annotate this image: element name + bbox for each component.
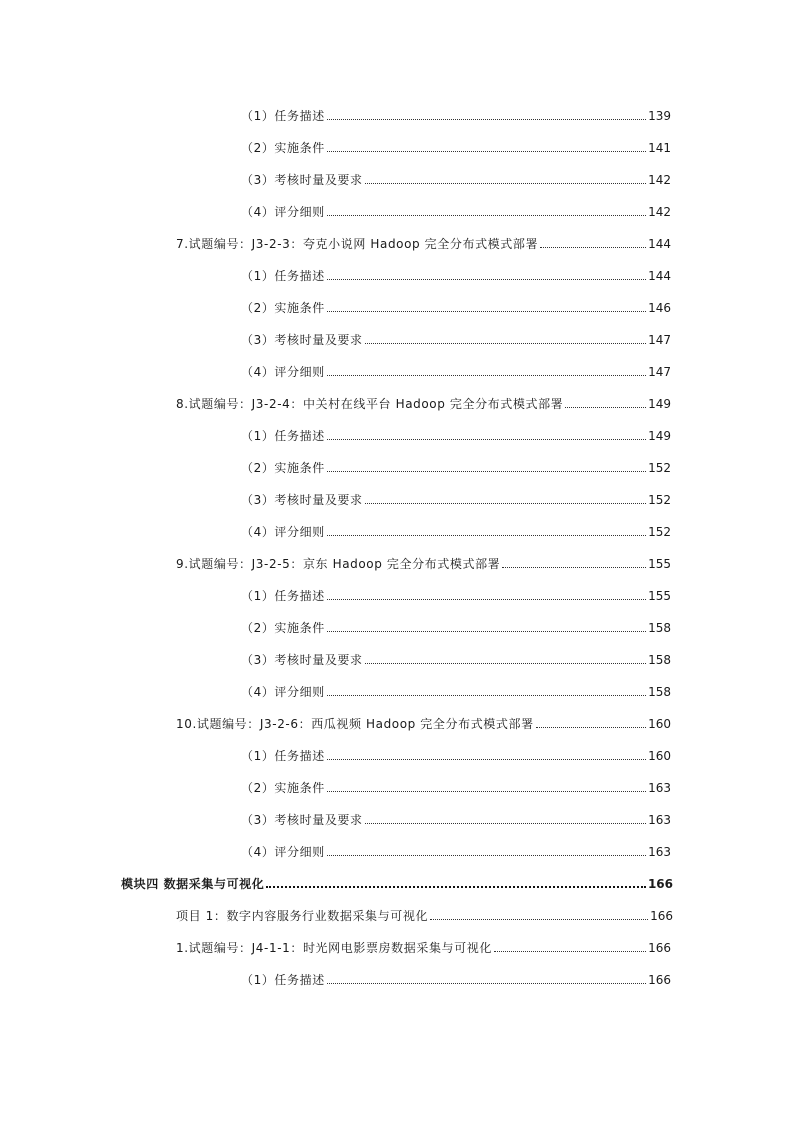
- toc-entry-section[interactable]: [241, 134, 671, 156]
- toc-entry-page-number: 152: [648, 461, 671, 475]
- toc-entry-page-number: 158: [648, 653, 671, 667]
- toc-entry-title: 模块四 数据采集与可视化: [121, 877, 265, 891]
- toc-entry-title: 项目 1：数字内容服务行业数据采集与可视化: [176, 909, 429, 923]
- toc-entry-page-number: 166: [650, 909, 673, 923]
- dot-leader: [365, 662, 646, 664]
- toc-entry-section[interactable]: [241, 198, 671, 220]
- dot-leader: [540, 246, 646, 248]
- dot-leader: [327, 854, 646, 856]
- toc-entry-item[interactable]: [176, 390, 671, 412]
- toc-entry-item[interactable]: [176, 934, 671, 956]
- dot-leader: [327, 438, 646, 440]
- toc-entry-title: （1）任务描述: [241, 749, 325, 763]
- toc-entry-title: （3）考核时量及要求: [241, 653, 363, 667]
- dot-leader: [327, 982, 646, 984]
- toc-entry-page-number: 142: [648, 173, 671, 187]
- toc-entry-page-number: 166: [648, 973, 671, 987]
- toc-entry-title: （4）评分细则: [241, 365, 325, 379]
- toc-entry-item[interactable]: [176, 230, 671, 252]
- toc-entry-section[interactable]: [241, 262, 671, 284]
- toc-entry-page-number: 166: [647, 877, 673, 891]
- toc-entry-section[interactable]: [241, 838, 671, 860]
- dot-leader: [565, 406, 646, 408]
- toc-entry-section[interactable]: [241, 614, 671, 636]
- toc-entry-page-number: 149: [648, 397, 671, 411]
- toc-entry-section[interactable]: [241, 678, 671, 700]
- dot-leader: [327, 790, 646, 792]
- toc-entry-page-number: 147: [648, 365, 671, 379]
- toc-entry-section[interactable]: [241, 774, 671, 796]
- toc-entry-item[interactable]: [176, 710, 671, 732]
- toc-entry-page-number: 149: [648, 429, 671, 443]
- toc-entry-title: （1）任务描述: [241, 109, 325, 123]
- toc-entry-page-number: 163: [648, 781, 671, 795]
- toc-entry-page-number: 152: [648, 493, 671, 507]
- toc-entry-section[interactable]: [241, 966, 671, 988]
- toc-entry-section[interactable]: [241, 518, 671, 540]
- toc-entry-title: （4）评分细则: [241, 845, 325, 859]
- toc-entry-section[interactable]: [241, 742, 671, 764]
- dot-leader: [365, 342, 646, 344]
- dot-leader: [266, 885, 646, 888]
- toc-entry-title: （3）考核时量及要求: [241, 333, 363, 347]
- toc-entry-title: （4）评分细则: [241, 685, 325, 699]
- toc-entry-page-number: 147: [648, 333, 671, 347]
- toc-entry-title: 10.试题编号：J3-2-6：西瓜视频 Hadoop 完全分布式模式部署: [176, 717, 534, 731]
- toc-entry-section[interactable]: [241, 806, 671, 828]
- toc-entry-page-number: 163: [648, 845, 671, 859]
- toc-entry-section[interactable]: [241, 422, 671, 444]
- toc-entry-page-number: 158: [648, 621, 671, 635]
- toc-entry-section[interactable]: [241, 646, 671, 668]
- toc-entry-page-number: 160: [648, 749, 671, 763]
- toc-entry-title: （2）实施条件: [241, 301, 325, 315]
- toc-entry-page-number: 139: [648, 109, 671, 123]
- toc-entry-module[interactable]: [121, 870, 673, 892]
- dot-leader: [536, 726, 646, 728]
- toc-entry-section[interactable]: [241, 454, 671, 476]
- toc-entry-title: （3）考核时量及要求: [241, 173, 363, 187]
- toc-entry-page-number: 163: [648, 813, 671, 827]
- toc-entry-page-number: 144: [648, 269, 671, 283]
- toc-entry-title: （2）实施条件: [241, 781, 325, 795]
- dot-leader: [327, 534, 646, 536]
- toc-entry-title: 7.试题编号：J3-2-3：夸克小说网 Hadoop 完全分布式模式部署: [176, 237, 539, 251]
- dot-leader: [327, 630, 646, 632]
- toc-entry-page-number: 155: [648, 557, 671, 571]
- toc-entry-title: （3）考核时量及要求: [241, 813, 363, 827]
- toc-entry-page-number: 160: [648, 717, 671, 731]
- toc-entry-section[interactable]: [241, 102, 671, 124]
- dot-leader: [365, 502, 646, 504]
- toc-entry-page-number: 142: [648, 205, 671, 219]
- dot-leader: [430, 918, 648, 920]
- toc-entry-title: （1）任务描述: [241, 589, 325, 603]
- toc-entry-section[interactable]: [241, 486, 671, 508]
- toc-entry-section[interactable]: [241, 326, 671, 348]
- toc-entry-title: 8.试题编号：J3-2-4：中关村在线平台 Hadoop 完全分布式模式部署: [176, 397, 564, 411]
- toc-entry-section[interactable]: [241, 166, 671, 188]
- dot-leader: [327, 150, 646, 152]
- toc-entry-title: 1.试题编号：J4-1-1：时光网电影票房数据采集与可视化: [176, 941, 492, 955]
- dot-leader: [327, 598, 646, 600]
- toc-entry-page-number: 146: [648, 301, 671, 315]
- toc-entry-title: （1）任务描述: [241, 973, 325, 987]
- dot-leader: [327, 118, 646, 120]
- toc-entry-title: （2）实施条件: [241, 141, 325, 155]
- toc-entry-page-number: 152: [648, 525, 671, 539]
- dot-leader: [327, 694, 646, 696]
- dot-leader: [502, 566, 646, 568]
- dot-leader: [327, 310, 646, 312]
- toc-entry-page-number: 166: [648, 941, 671, 955]
- toc-entry-page-number: 155: [648, 589, 671, 603]
- toc-entry-title: （4）评分细则: [241, 525, 325, 539]
- toc-entry-title: （2）实施条件: [241, 621, 325, 635]
- dot-leader: [327, 278, 646, 280]
- toc-entry-page-number: 158: [648, 685, 671, 699]
- toc-entry-title: 9.试题编号：J3-2-5：京东 Hadoop 完全分布式模式部署: [176, 557, 501, 571]
- dot-leader: [327, 470, 646, 472]
- toc-entry-project[interactable]: [176, 902, 673, 924]
- dot-leader: [327, 758, 646, 760]
- toc-entry-title: （4）评分细则: [241, 205, 325, 219]
- toc-entry-title: （3）考核时量及要求: [241, 493, 363, 507]
- toc-entry-item[interactable]: [176, 550, 671, 572]
- dot-leader: [327, 374, 646, 376]
- toc-entry-section[interactable]: [241, 582, 671, 604]
- toc-entry-title: （2）实施条件: [241, 461, 325, 475]
- dot-leader: [327, 214, 646, 216]
- toc-entry-page-number: 144: [648, 237, 671, 251]
- toc-entry-section[interactable]: [241, 294, 671, 316]
- dot-leader: [365, 822, 646, 824]
- toc-entry-page-number: 141: [648, 141, 671, 155]
- toc-entry-title: （1）任务描述: [241, 429, 325, 443]
- dot-leader: [365, 182, 646, 184]
- toc-entry-section[interactable]: [241, 358, 671, 380]
- dot-leader: [494, 950, 646, 952]
- toc-entry-title: （1）任务描述: [241, 269, 325, 283]
